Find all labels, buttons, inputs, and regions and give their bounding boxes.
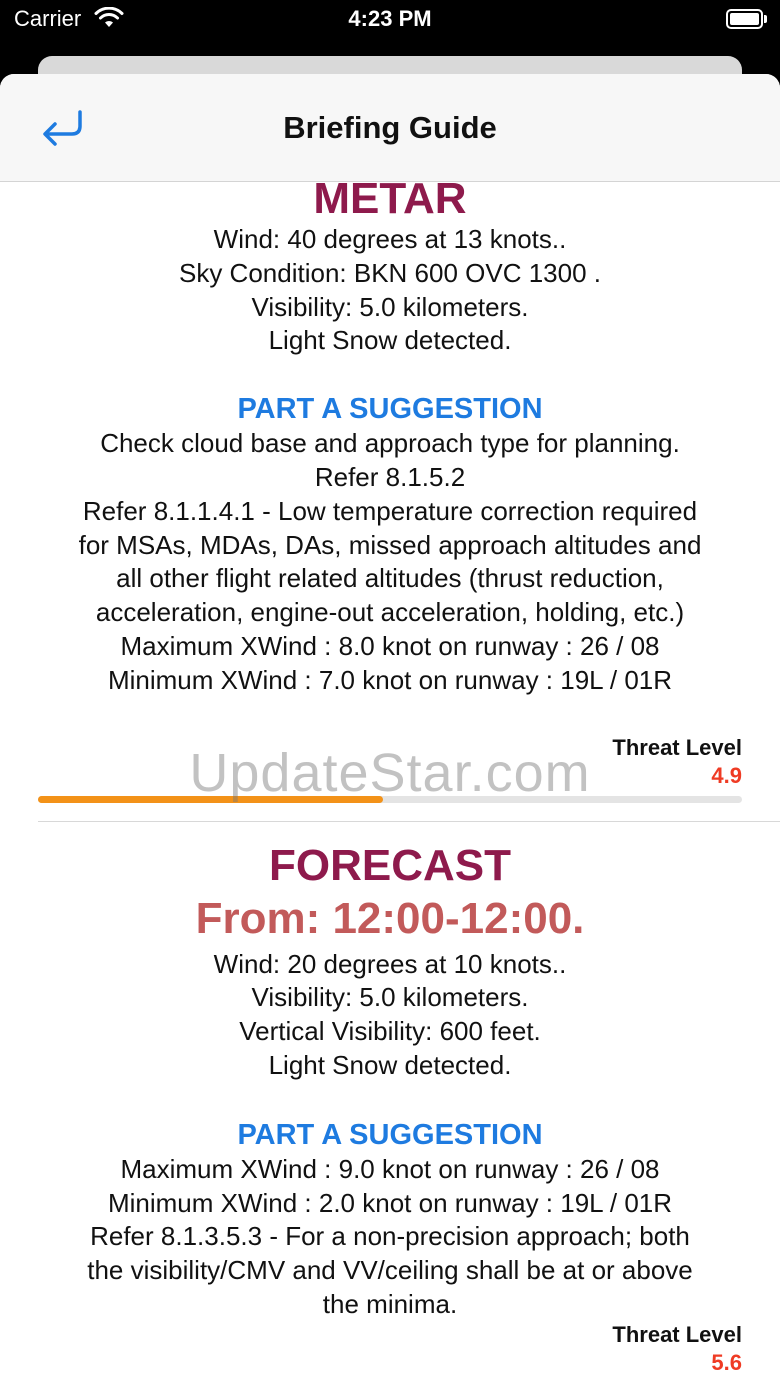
suggestion-line: the visibility/CMV and VV/ceiling shall be at or above <box>87 1255 693 1286</box>
forecast-line: Wind: 20 degrees at 10 knots.. <box>213 948 567 979</box>
metar-line: Visibility: 5.0 kilometers. <box>251 291 529 322</box>
battery-icon <box>726 9 766 29</box>
suggestion-line: for MSAs, MDAs, DAs, missed approach altitudes and <box>78 529 702 560</box>
forecast-suggestion-lines <box>0 1153 780 1322</box>
carrier-label: Carrier <box>14 6 82 31</box>
forecast-lines <box>0 948 780 1083</box>
metar-threat-level <box>0 735 780 795</box>
watermark: UpdateStar.com <box>189 743 591 803</box>
status-bar <box>0 0 780 42</box>
threat-level-value: 4.9 <box>711 762 742 788</box>
metar-line: Sky Condition: BKN 600 OVC 1300 . <box>178 257 601 288</box>
suggestion-line: acceleration, engine-out acceleration, holding, etc.) <box>95 597 685 628</box>
forecast-time-range: From: 12:00-12:00. <box>195 893 585 943</box>
metar-lines <box>0 223 780 358</box>
suggestion-line: Maximum XWind : 9.0 knot on runway : 26 / 08 <box>120 1153 660 1184</box>
suggestion-line: Refer 8.1.1.4.1 - Low temperature correction required <box>82 495 698 526</box>
suggestion-line: Refer 8.1.5.2 <box>314 461 466 492</box>
suggestion-line: Maximum XWind : 8.0 knot on runway : 26 / 08 <box>120 630 660 661</box>
forecast-section <box>0 842 780 1382</box>
forecast-line: Vertical Visibility: 600 feet. <box>239 1016 541 1047</box>
forecast-line: Light Snow detected. <box>268 1049 512 1080</box>
suggestion-line: Refer 8.1.3.5.3 - For a non-precision approach; both <box>90 1221 690 1252</box>
metar-line: Light Snow detected. <box>268 325 512 356</box>
suggestion-line: Check cloud base and approach type for planning. <box>100 428 680 459</box>
threat-progress-bar <box>38 796 742 803</box>
threat-level-value: 5.6 <box>711 1349 742 1375</box>
forecast-suggestion-title: PART A SUGGESTION <box>237 1118 543 1151</box>
threat-level-label: Threat Level <box>612 734 742 760</box>
metar-title: METAR <box>313 174 467 223</box>
forecast-threat-level <box>0 1322 780 1382</box>
threat-level-label: Threat Level <box>612 1321 742 1347</box>
page-title: Briefing Guide <box>283 110 497 145</box>
briefing-sheet <box>0 74 780 1387</box>
forecast-line: Visibility: 5.0 kilometers. <box>251 982 529 1013</box>
suggestion-line: all other flight related altitudes (thrust reduction, <box>116 563 664 594</box>
metar-section <box>0 175 780 795</box>
section-divider <box>38 821 780 822</box>
metar-line: Wind: 40 degrees at 13 knots.. <box>213 224 567 254</box>
suggestion-line: Minimum XWind : 2.0 knot on runway : 19L / 01R <box>107 1187 673 1218</box>
threat-progress-fill <box>38 796 383 803</box>
forecast-title: FORECAST <box>269 840 511 890</box>
suggestion-line: Minimum XWind : 7.0 knot on runway : 19L / 01R <box>107 664 673 695</box>
metar-suggestion-lines <box>0 427 780 697</box>
status-time: 4:23 PM <box>348 6 432 31</box>
metar-suggestion-title: PART A SUGGESTION <box>237 393 543 426</box>
suggestion-line: the minima. <box>322 1288 458 1319</box>
navigation-bar <box>0 74 780 182</box>
briefing-content <box>0 174 780 1382</box>
